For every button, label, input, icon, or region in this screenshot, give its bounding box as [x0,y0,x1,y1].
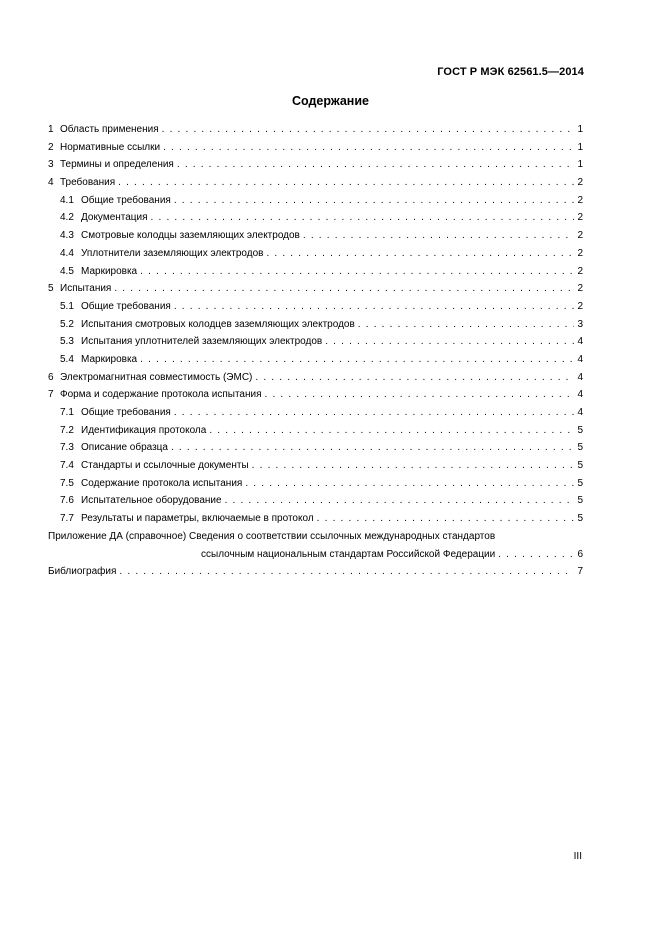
toc-entry-page: 2 [577,177,583,189]
toc-entry-page: 2 [577,283,583,295]
toc-entry-page: 1 [577,141,583,153]
dot-leader [114,280,574,298]
dot-leader [177,156,574,174]
toc-entry[interactable] [48,475,583,493]
bibliography-label: Библиография [48,566,117,578]
toc-entry-label: Общие требования [81,407,171,418]
toc-entry-page: 2 [577,265,583,277]
toc-entry[interactable] [48,422,583,440]
toc-entry[interactable] [48,192,583,210]
toc-entry[interactable] [48,298,583,316]
toc-entry[interactable] [48,316,583,334]
document-code: ГОСТ Р МЭК 62561.5—2014 [437,66,584,78]
toc-entry-page: 2 [577,212,583,224]
toc-entry-number: 4 [48,177,54,189]
dot-leader [140,351,574,369]
toc-entry[interactable] [48,404,583,422]
toc-entry-label: Нормативные ссылки [60,141,161,153]
toc-entry-page: 3 [577,318,583,330]
annex-title-line2: ссылочным национальным стандартам Российской Федерации [201,548,496,560]
toc-entry[interactable] [48,209,583,227]
toc-entry-number: 4.2 [60,212,74,224]
toc-entry[interactable] [48,369,583,387]
toc-entry-number: 5 [48,283,54,295]
toc-entry[interactable] [48,227,583,245]
toc-entry[interactable] [48,333,583,351]
toc-entry-number: 2 [48,141,54,153]
toc-entry-number: 5.4 [60,353,74,365]
toc-entry-label: Описание образца [81,442,168,454]
toc-entry-page: 2 [577,300,583,312]
toc-entry[interactable] [48,439,583,457]
toc-entry-number: 5.2 [60,318,74,330]
toc-entry-page: 5 [577,495,583,507]
toc-entry-label: Испытания уплотнителей заземляющих электродов [81,336,323,348]
toc-entry[interactable] [48,245,583,263]
toc-entry-number: 7.7 [60,513,74,525]
toc-entry-page: 4 [577,389,583,401]
toc-entry-number: 6 [48,371,54,383]
toc-entry[interactable] [48,263,583,281]
dot-leader [225,492,574,510]
toc-entry-label: Маркировка [81,265,138,277]
toc-entry-number: 7.2 [60,424,74,436]
toc-entry-label: Идентификация протокола [81,424,207,436]
dot-leader [317,510,574,528]
dot-leader [303,227,574,245]
annex-title-line2-row [48,546,583,564]
toc-entry-number: 7.3 [60,442,74,454]
dot-leader [151,209,574,227]
dot-leader [325,333,574,351]
dot-leader [140,263,574,281]
toc-entry-label: Общие требования [81,194,171,206]
dot-leader [265,386,574,404]
toc-entry-page: 2 [577,230,583,242]
toc-entry-number: 7.1 [60,407,74,418]
toc-entry-page: 4 [577,336,583,348]
bibliography-page: 7 [577,566,583,578]
toc-entry-page: 2 [577,247,583,259]
dot-leader [498,546,574,564]
toc-entry-label: Испытания смотровых колодцев заземляющих электродов [81,318,355,330]
dot-leader [209,422,574,440]
toc-entry-label: Содержание протокола испытания [81,477,243,489]
toc-annex-entry[interactable] [48,528,583,563]
toc-entry-label: Термины и определения [60,159,174,171]
toc-entry-number: 4.3 [60,230,74,242]
toc-entry-number: 7.5 [60,477,74,489]
toc-entry[interactable] [48,121,583,139]
toc-entry-label: Требования [60,177,116,189]
toc-entry-label: Электромагнитная совместимость (ЭМС) [60,371,253,383]
toc-entry-number: 3 [48,159,54,171]
toc-entry-number: 4.1 [60,194,74,206]
page-number: III [573,851,582,862]
toc-entry[interactable] [48,280,583,298]
toc-entry[interactable] [48,174,583,192]
toc-entry-label: Смотровые колодцы заземляющих электродов [81,230,300,242]
dot-leader [245,475,574,493]
toc-entry-number: 4.4 [60,247,74,259]
toc-entry-label: Испытательное оборудование [81,495,222,507]
dot-leader [119,563,574,581]
toc-entry-page: 5 [577,460,583,472]
toc-entry-page: 1 [577,124,583,135]
dot-leader [174,192,574,210]
toc-entry-page: 5 [577,424,583,436]
dot-leader [174,404,574,422]
toc-entry-number: 7.6 [60,495,74,507]
toc-entry-number: 5.3 [60,336,74,348]
toc-entry-page: 4 [577,407,583,418]
toc-entry-label: Уплотнители заземляющих электродов [81,247,264,259]
toc-entries [48,121,583,528]
dot-leader [162,121,574,139]
toc-entry[interactable] [48,351,583,369]
toc-entry[interactable] [48,492,583,510]
toc-entry-number: 4.5 [60,265,74,277]
toc-entry-page: 5 [577,477,583,489]
toc-entry[interactable] [48,457,583,475]
toc-entry-page: 1 [577,159,583,171]
dot-leader [255,369,574,387]
dot-leader [358,316,574,334]
toc-entry-label: Результаты и параметры, включаемые в протокол [81,513,314,525]
toc-entry-label: Общие требования [81,300,171,312]
toc-entry-number: 7 [48,389,54,401]
dot-leader [163,139,574,157]
toc-entry-number: 1 [48,124,54,135]
toc-entry-number: 7.4 [60,460,74,472]
dot-leader [174,298,574,316]
toc-entry-page: 2 [577,194,583,206]
toc-bibliography-entry[interactable] [48,563,583,581]
table-of-contents [48,121,583,581]
toc-entry[interactable] [48,510,583,528]
toc-entry-label: Маркировка [81,353,138,365]
toc-entry-page: 5 [577,513,583,525]
toc-entry[interactable] [48,139,583,157]
dot-leader [266,245,574,263]
toc-entry[interactable] [48,386,583,404]
toc-entry-page: 4 [577,353,583,365]
toc-entry-label: Испытания [60,283,112,295]
annex-page: 6 [577,548,583,560]
toc-entry-label: Область применения [60,124,159,135]
toc-entry-label: Документация [81,212,148,224]
toc-entry-label: Стандарты и ссылочные документы [81,460,249,472]
dot-leader [118,174,574,192]
annex-title-line1: Приложение ДА (справочное) Сведения о соответствии ссылочных международных стандартов [48,530,496,542]
toc-entry-page: 4 [577,371,583,383]
toc-title: Содержание [291,94,369,108]
toc-entry[interactable] [48,156,583,174]
dot-leader [252,457,574,475]
toc-entry-page: 5 [577,442,583,454]
dot-leader [171,439,574,457]
toc-entry-number: 5.1 [60,300,74,312]
toc-entry-label: Форма и содержание протокола испытания [60,389,262,401]
